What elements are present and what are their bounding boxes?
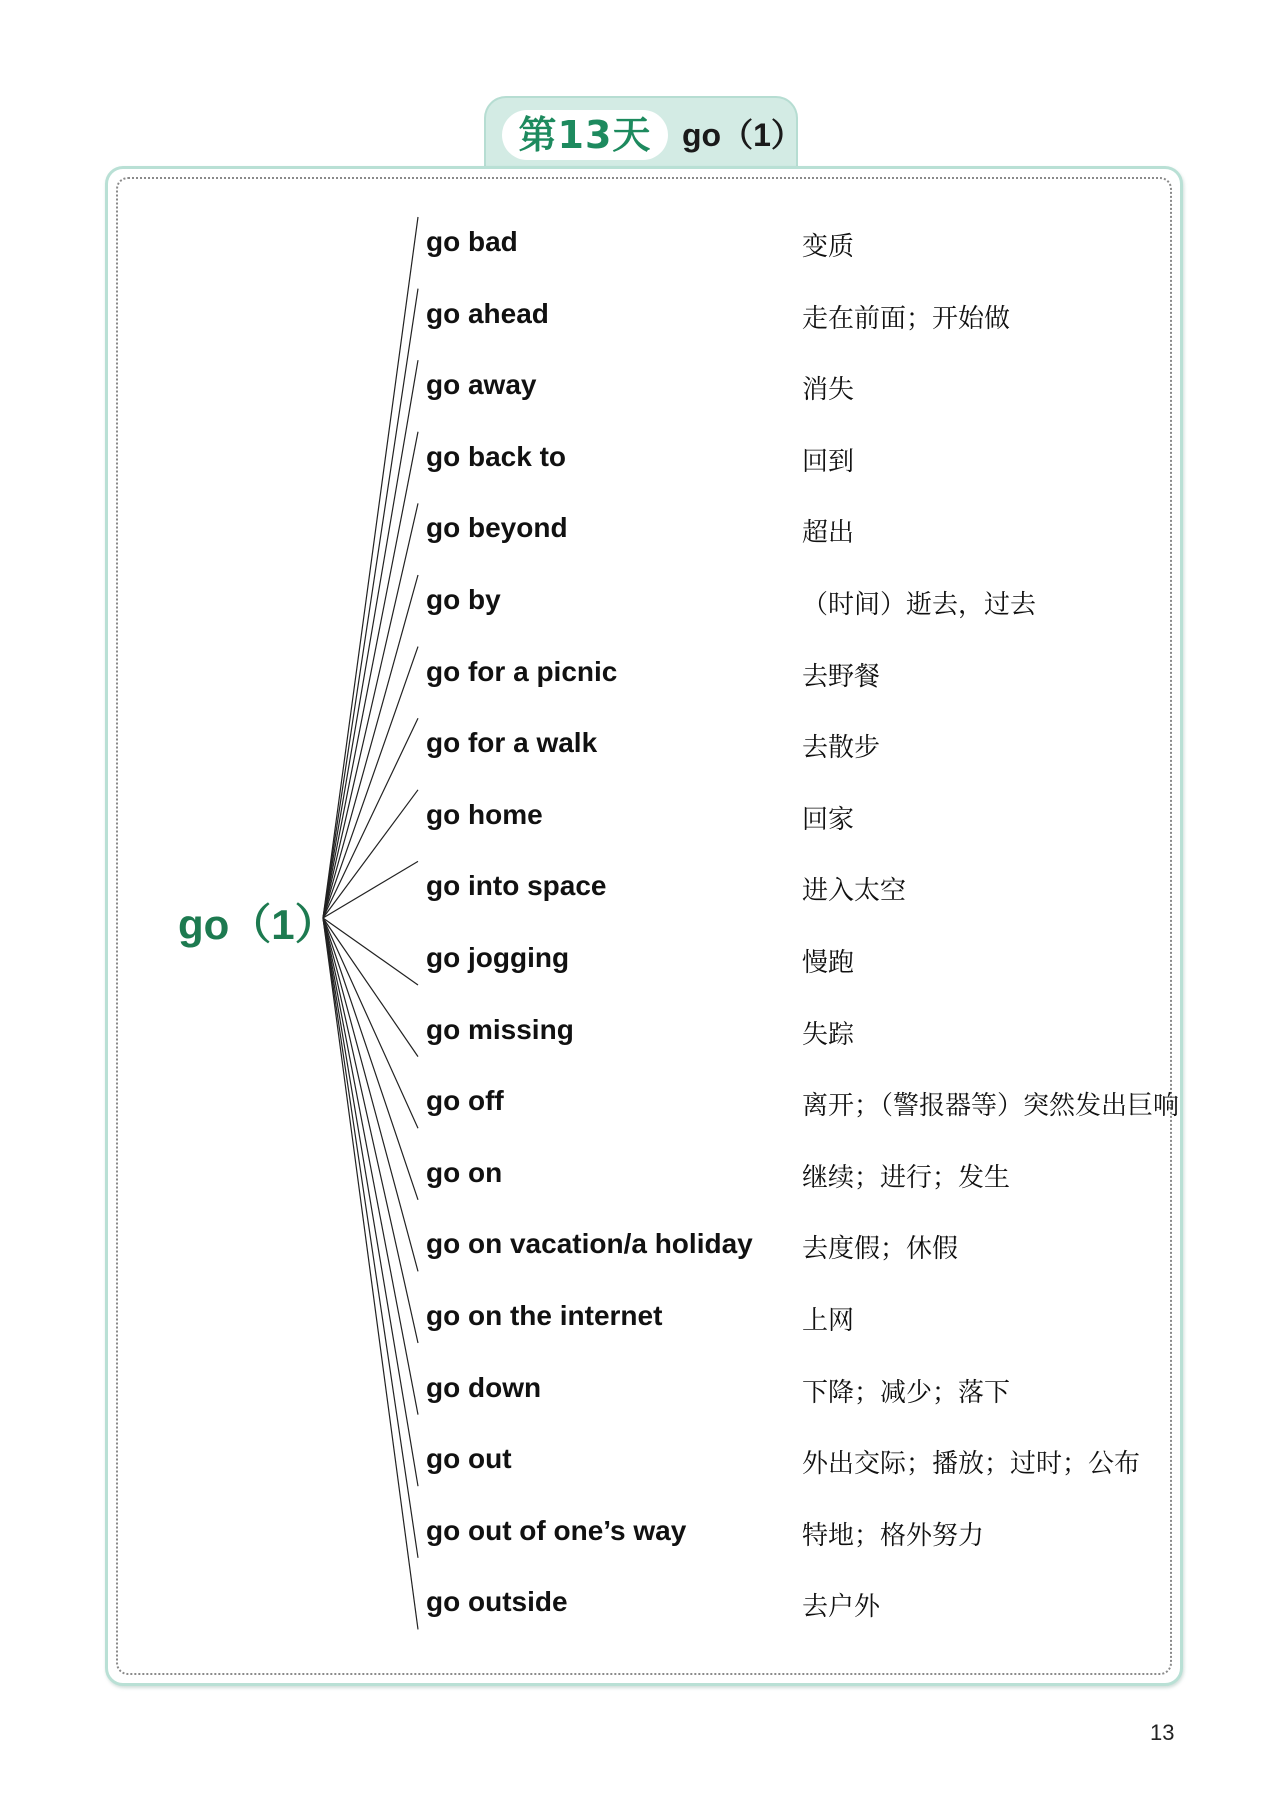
meaning-text: 去散步	[802, 733, 881, 764]
phrase-text: go missing	[426, 1013, 574, 1045]
phrase-text: go ahead	[426, 297, 549, 329]
meaning-text: 走在前面；开始做	[802, 303, 1011, 334]
topic-label: go（1）	[682, 117, 803, 153]
branch-line	[323, 918, 418, 1057]
phrase-text: go by	[426, 584, 501, 615]
branch-line	[323, 360, 418, 918]
meaning-text: 去野餐	[802, 661, 881, 692]
day-label: 第13天	[518, 113, 652, 157]
phrase-text: go outside	[426, 1586, 568, 1618]
meaning-text: 特地；格外努力	[802, 1520, 985, 1551]
meaning-text: （时间）逝去，过去	[802, 590, 1037, 620]
meaning-text: 超出	[802, 518, 855, 549]
phrase-text: go jogging	[426, 942, 570, 973]
phrase-text: go down	[426, 1371, 542, 1403]
meaning-text: 去度假；休假	[802, 1234, 959, 1265]
phrase-text: go on	[426, 1156, 503, 1188]
branch-line	[323, 918, 418, 985]
phrase-text: go beyond	[426, 512, 568, 544]
phrase-text: go for a picnic	[426, 655, 618, 687]
branch-line	[323, 918, 418, 1629]
meaning-text: 失踪	[802, 1019, 855, 1050]
branch-line	[323, 918, 418, 1200]
phrase-text: go away	[426, 369, 537, 401]
branch-line	[323, 918, 418, 1271]
branch-line	[323, 575, 418, 918]
meaning-text: 进入太空	[802, 876, 907, 907]
branch-line	[323, 918, 418, 1558]
branch-line	[323, 918, 418, 1486]
phrase-text: go for a walk	[426, 727, 598, 759]
branch-line	[323, 432, 418, 918]
phrase-text: go bad	[426, 226, 518, 257]
phrase-text: go home	[426, 798, 543, 830]
meaning-text: 下降；减少；落下	[802, 1377, 1011, 1408]
phrase-text: go into space	[426, 870, 607, 902]
branch-line	[323, 918, 418, 1343]
branch-line	[323, 647, 418, 918]
root-word-label: go（1）	[178, 901, 337, 948]
meaning-text: 继续；进行；发生	[802, 1162, 1011, 1193]
phrase-text: go out	[426, 1443, 512, 1475]
branch-line	[323, 861, 418, 918]
meaning-text: 外出交际；播放；过时；公布	[802, 1449, 1141, 1480]
phrase-text: go out of one’s way	[426, 1514, 687, 1546]
meaning-text: 去户外	[802, 1592, 881, 1623]
phrase-text: go back to	[426, 440, 567, 472]
meaning-text: 离开；（警报器等）突然发出巨响	[802, 1091, 1180, 1122]
meaning-text: 上网	[802, 1306, 855, 1336]
phrase-text: go on the internet	[426, 1300, 663, 1331]
phrase-text: go off	[426, 1085, 504, 1117]
branch-line	[323, 918, 418, 1415]
meaning-text: 消失	[802, 375, 855, 406]
meaning-text: 回家	[802, 804, 855, 835]
meaning-text: 慢跑	[802, 948, 855, 978]
page-number: 13	[1150, 1720, 1175, 1745]
meaning-text: 回到	[802, 446, 855, 477]
phrase-text: go on vacation/a holiday	[426, 1228, 753, 1260]
meaning-text: 变质	[802, 232, 855, 262]
branch-line	[323, 289, 418, 918]
